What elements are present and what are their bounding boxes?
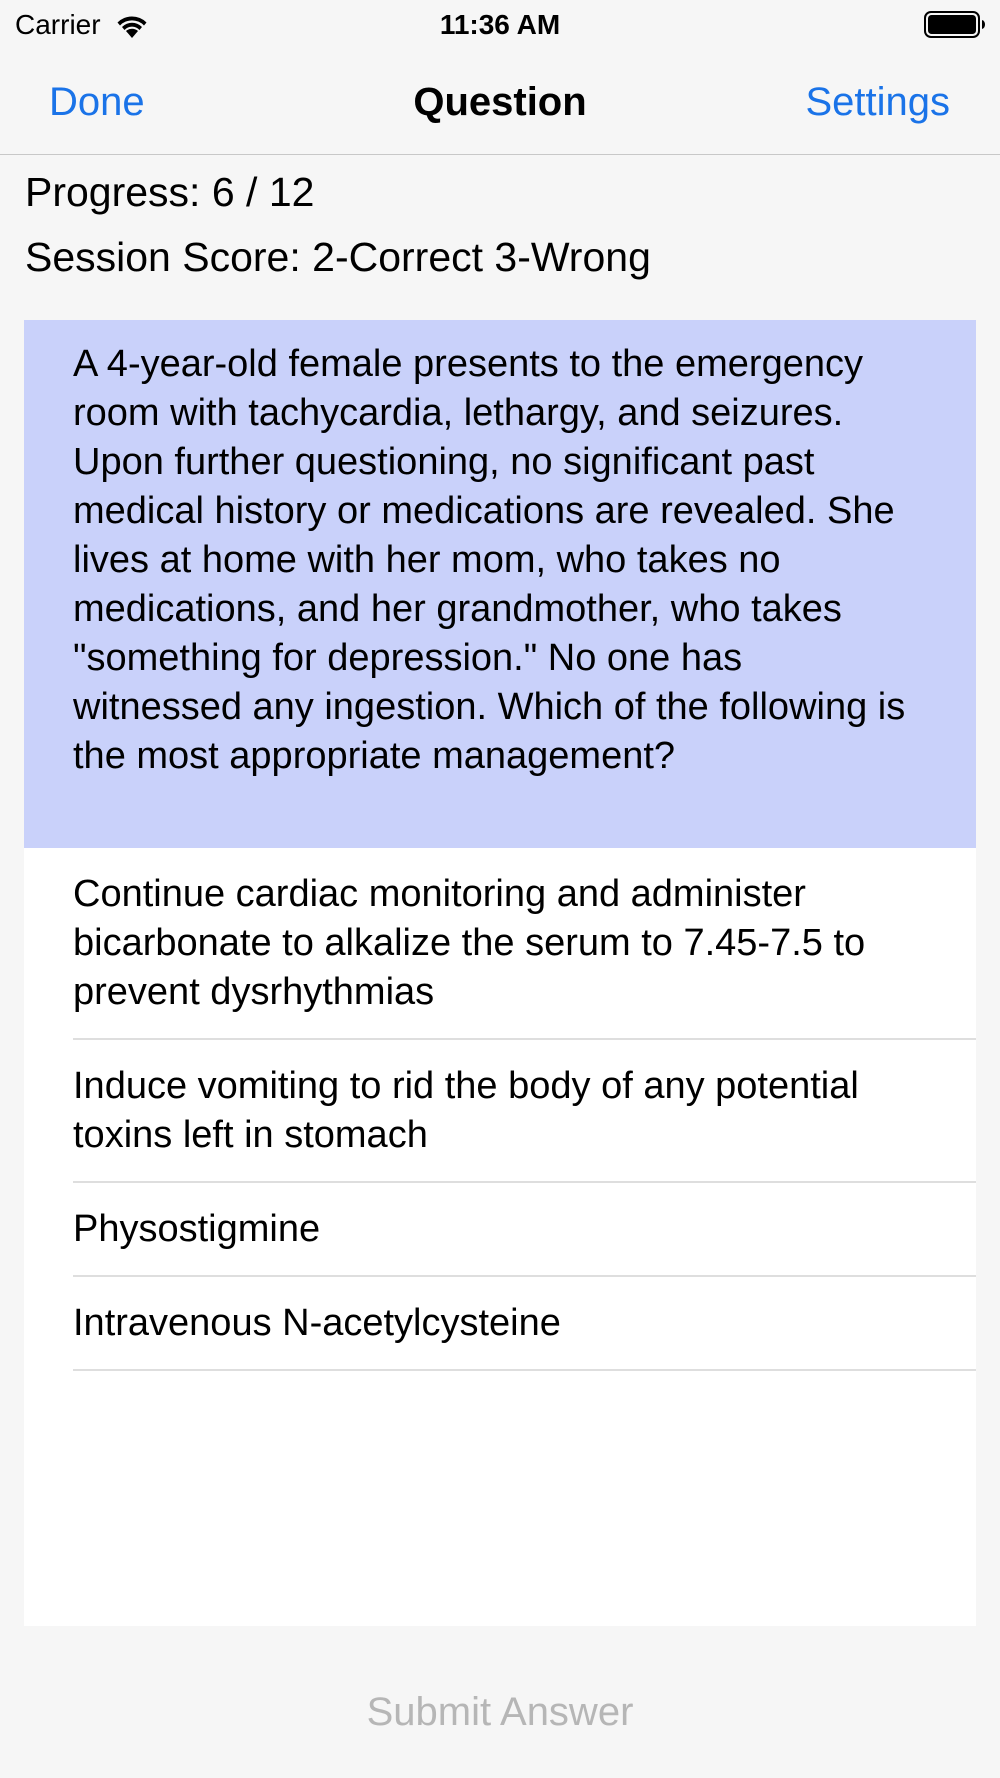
question-text: A 4-year-old female presents to the emergency room with tachycardia, lethargy, and seizures. Upon further questioning, no significant past medical history or medications are revealed. She lives at home with her mom, who takes no medications, and her grandmother, who takes "something for depression." No one has witnessed any ingestion. Which of the following is the most appropriate management? xyxy=(24,320,976,848)
status-bar xyxy=(0,0,1000,50)
battery-icon xyxy=(924,11,986,38)
answer-option-3[interactable]: Physostigmine xyxy=(73,1183,976,1277)
answer-option-1[interactable]: Continue cardiac monitoring and administer bicarbonate to alkalize the serum to 7.45-7.5 to prevent dysrhythmias xyxy=(73,848,976,1040)
progress-label: Progress: 6 / 12 xyxy=(25,169,315,215)
clock: 11:36 AM xyxy=(439,9,561,40)
page-title: Question xyxy=(413,80,587,124)
carrier-label: Carrier xyxy=(15,9,101,40)
answer-option-2[interactable]: Induce vomiting to rid the body of any potential toxins left in stomach xyxy=(73,1040,976,1183)
navigation-bar xyxy=(0,50,1000,155)
session-score-label: Session Score: 2-Correct 3-Wrong xyxy=(25,234,651,280)
done-button[interactable]: Done xyxy=(49,80,145,124)
submit-answer-button[interactable]: Submit Answer xyxy=(366,1690,634,1734)
settings-button[interactable]: Settings xyxy=(805,80,950,124)
answer-option-4[interactable]: Intravenous N-acetylcysteine xyxy=(73,1277,976,1371)
question-card xyxy=(24,320,976,1626)
